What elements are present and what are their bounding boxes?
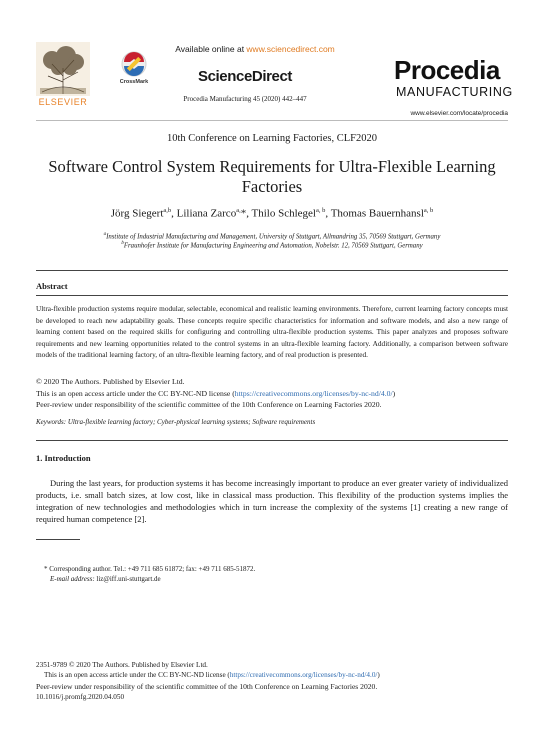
- peer-review-line: Peer-review under responsibility of the scientific committee of the 10th Conference on Learning Factories 2020.: [36, 400, 382, 409]
- author-affiliation: a,b: [163, 207, 172, 214]
- divider: [36, 440, 508, 441]
- license-line: [36, 388, 508, 400]
- introduction-paragraph: During the last years, for production systems it has become increasingly important to produce an ever greater variety of individualized products, i.e. small batch sizes, at low cost, like in classical mass production. This flexibility of the production systems implies the integration of new technologies and methodologies which in turn increase the complexity of the systems [1] creating a new range of required human competence [2].: [36, 478, 508, 524]
- paper-title-line-2: Factories: [241, 177, 303, 196]
- copyright-line: © 2020 The Authors. Published by Elsevier Ltd.: [36, 377, 185, 386]
- license-link[interactable]: https://creativecommons.org/licenses/by-nc-nd/4.0/: [234, 388, 393, 398]
- footnote-divider: [36, 539, 80, 540]
- elsevier-wordmark: ELSEVIER: [38, 97, 88, 107]
- email-label: E-mail address:: [50, 575, 95, 583]
- procedia-title: Procedia: [394, 55, 500, 85]
- footer-license-suffix: ): [377, 671, 380, 679]
- elsevier-logo: [36, 42, 90, 108]
- author-separator: ,: [171, 207, 177, 220]
- author-list: [36, 207, 508, 220]
- footer-license-link[interactable]: https://creativecommons.org/licenses/by-nc-nd/4.0/: [229, 671, 378, 679]
- corresponding-author-footnote: * Corresponding author. Tel.: +49 711 685 61872; fax: +49 711 685-51872.: [44, 565, 256, 573]
- paper-title: [36, 157, 508, 197]
- procedia-subtitle: MANUFACTURING: [396, 85, 513, 99]
- email-footnote: [50, 575, 490, 583]
- license-suffix: ): [392, 388, 396, 398]
- affiliation-b-text: Fraunhofer Institute for Manufacturing Engineering and Automation, Nobelstr. 12, 70569 Stuttgart, Germany: [123, 242, 423, 250]
- footer-license-prefix: This is an open access article under the CC BY-NC-ND license (: [44, 671, 230, 679]
- author-affiliation: a, b: [316, 207, 326, 214]
- abstract-heading: Abstract: [36, 281, 68, 291]
- journal-reference: Procedia Manufacturing 45 (2020) 442–447: [183, 95, 307, 103]
- sciencedirect-link[interactable]: www.sciencedirect.com: [246, 44, 335, 54]
- available-online: [140, 44, 370, 54]
- license-prefix: This is an open access article under the CC BY-NC-ND license (: [36, 388, 235, 398]
- issn-line: 2351-9789 © 2020 The Authors. Published by Elsevier Ltd.: [36, 661, 208, 669]
- divider: [36, 270, 508, 271]
- email-address[interactable]: liz@iff.uni-stuttgart.de: [96, 575, 161, 583]
- author-name: Thilo Schlegel: [251, 207, 316, 220]
- author-separator: ,: [325, 207, 331, 220]
- affiliation-a-text: Institute of Industrial Manufacturing and Management, University of Stuttgart, Allmandring 35, 70569 Stuttgart, Germany: [106, 233, 441, 241]
- conference-name: 10th Conference on Learning Factories, CLF2020: [167, 133, 377, 144]
- footer-license-line: [44, 671, 516, 679]
- keywords: Keywords: Ultra-flexible learning factory; Cyber-physical learning systems; Software requirements: [36, 418, 316, 426]
- footer-peer-review: Peer-review under responsibility of the scientific committee of the 10th Conference on Learning Factories 2020.: [36, 682, 378, 691]
- header-divider: [36, 120, 508, 121]
- author-name: Liliana Zarco: [176, 207, 237, 220]
- crossmark-wordmark: CrossMark: [119, 79, 149, 85]
- affiliation-a: [36, 232, 508, 240]
- sciencedirect-brand: ScienceDirect: [197, 68, 293, 85]
- divider: [36, 295, 508, 296]
- author-name: Jörg Siegert: [110, 207, 164, 220]
- doi[interactable]: 10.1016/j.promfg.2020.04.050: [36, 693, 125, 701]
- author-name: Thomas Bauernhansl: [330, 207, 424, 220]
- author-affiliation: a,: [236, 207, 241, 214]
- procedia-url[interactable]: www.elsevier.com/locate/procedia: [410, 110, 508, 117]
- affiliation-b-marker: b: [121, 241, 124, 246]
- affiliation-b: [36, 241, 508, 249]
- crossmark-icon: [116, 50, 152, 80]
- author-affiliation: a, b: [423, 207, 434, 214]
- section-heading-introduction: 1. Introduction: [36, 453, 91, 463]
- affiliation-a-marker: a: [103, 232, 107, 237]
- author-separator: *,: [240, 207, 252, 220]
- crossmark-logo[interactable]: [116, 50, 152, 90]
- available-online-label: Available online at: [175, 44, 247, 54]
- abstract-text: Ultra-flexible production systems require modular, selectable, economical and realistic learning environments. Therefore, current learning factory concepts must be developed to reach new adaptability goals. These concepts require specific characteristics for information and software models, and also a new range of learning content based on the required skills for configuring and controlling ultra-flexible production systems. This paper analyzes and proposes software requirements and new learning opportunities related to the control systems in an ultra-flexible learning factory. Additionally, a comparison between software models of the traditional learning factory, of an ultra-flexible learning factory, and of real production is presented.: [36, 304, 508, 359]
- paper-title-line-1: Software Control System Requirements for Ultra-Flexible Learning: [48, 157, 496, 176]
- copyright-block: [36, 376, 508, 411]
